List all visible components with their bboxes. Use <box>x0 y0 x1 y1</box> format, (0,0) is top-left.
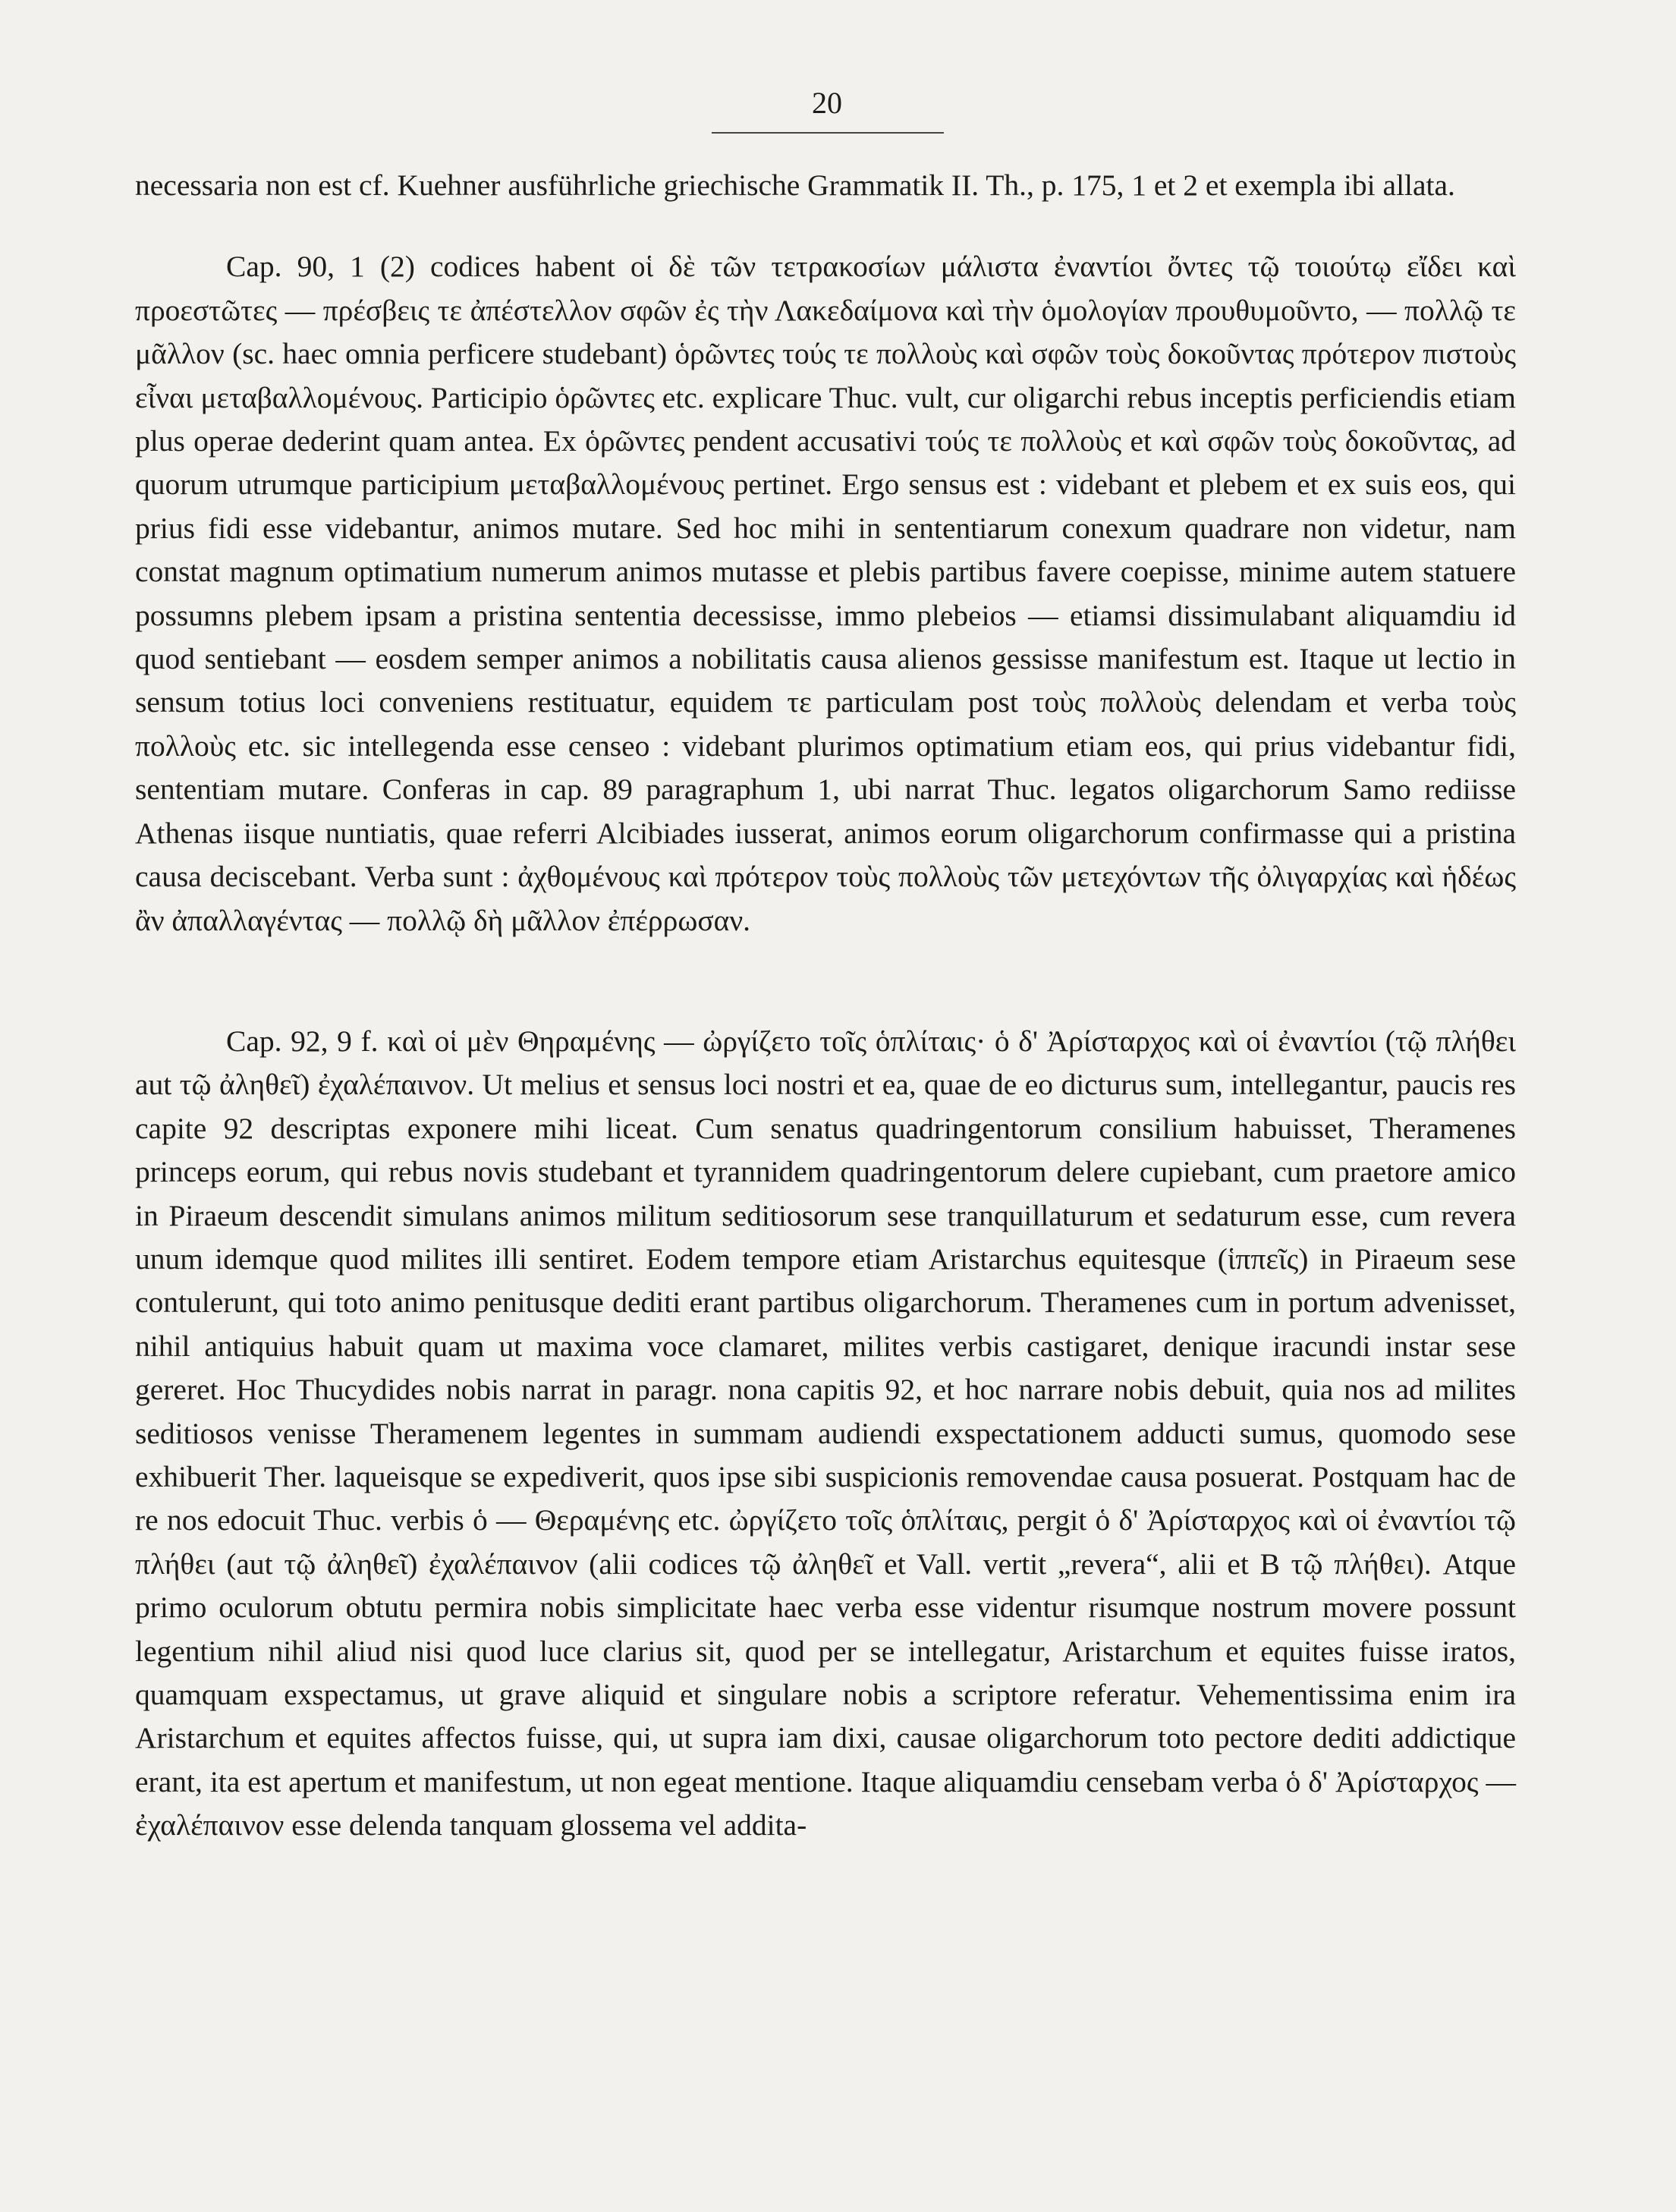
paragraph-continuation: necessaria non est cf. Kuehner ausführliche griechische Grammatik II. Th., p. 175, 1 et 2 et exempla ibi allata. <box>135 168 1455 202</box>
page-number: 20 <box>812 86 842 120</box>
paragraph-cap-90: Cap. 90, 1 (2) codices habent οἱ δὲ τῶν τετρακοσίων μάλιστα ἐναντίοι ὄντες τῷ τοιούτῳ εἴδει καὶ προεστῶτες — πρέσβεις τε ἀπέστελλον σφῶν ἐς τὴν Λακεδαίμονα καὶ τὴν ὁμολογίαν προυθυμοῦντο, — πολλῷ τε μᾶλλον (sc. haec omnia perficere studebant) ὁρῶντες τούς τε πολλοὺς καὶ σφῶν τοὺς δοκοῦντας πρότερον πιστοὺς εἶναι μεταβαλλομένους. Participio ὁρῶντες etc. explicare Thuc. vult, cur oligarchi rebus inceptis perficiendis etiam plus operae dederint quam antea. Ex ὁρῶντες pendent accusativi τούς τε πολλοὺς et καὶ σφῶν τοὺς δοκοῦντας, ad quorum utrumque participium μεταβαλλομένους pertinet. Ergo sensus est : videbant et plebem et ex suis eos, qui prius fidi esse videbantur, animos mutare. Sed hoc mihi in sententiarum conexum quadrare non videtur, nam constat magnum optimatium numerum animos mutasse et plebis partibus favere coepisse, minime autem statuere possumns plebem ipsam a pristina sententia decessisse, immo plebeios — etiamsi dissimulabant aliquamdiu id quod sentiebant — eosdem semper animos a nobilitatis causa alienos gessisse manifestum est. Itaque ut lectio in sensum totius loci conveniens restituatur, equidem τε particulam post τοὺς πολλοὺς delendam et verba τοὺς πολλοὺς etc. sic intellegenda esse censeo : videbant plurimos optimatium etiam eos, qui prius videbantur fidi, sententiam mutare. Conferas in cap. 89 paragraphum 1, ubi narrat Thuc. legatos oligarchorum Samo rediisse Athenas iisque nuntiatis, quae referri Alcibiades iusserat, animos eorum oligarchorum confirmasse qui a pristina causa deciscebant. Verba sunt : ἀχθομένους καὶ πρότερον τοὺς πολλοὺς τῶν μετεχόντων τῆς ὀλιγαρχίας καὶ ἡδέως ἂν ἀπαλλαγέντας — πολλῷ δὴ μᾶλλον ἐπέρρωσαν. <box>135 250 1516 937</box>
body-text <box>135 164 1516 1848</box>
header-rule <box>712 132 944 134</box>
paragraph-cap-92: Cap. 92, 9 f. καὶ οἱ μὲν Θηραμένης — ὠργίζετο τοῖς ὁπλίταις· ὁ δ' Ἀρίσταρχος καὶ οἱ ἐναντίοι (τῷ πλήθει aut τῷ ἀληθεῖ) ἐχαλέπαινον. Ut melius et sensus loci nostri et ea, quae de eo dicturus sum, intellegantur, paucis res capite 92 descriptas exponere mihi liceat. Cum senatus quadringentorum consilium habuisset, Theramenes princeps eorum, qui rebus novis studebant et tyrannidem quadringentorum delere cupiebant, cum praetore amico in Piraeum descendit simulans animos militum seditiosorum sese tranquillaturum et sedaturum esse, cum revera unum idemque quod milites illi sentiret. Eodem tempore etiam Aristarchus equitesque (ἱππεῖς) in Piraeum sese contulerunt, qui toto animo penitusque dediti erant partibus oligarchorum. Theramenes cum in portum advenisset, nihil antiquius habuit quam ut maxima voce clamaret, milites verbis castigaret, denique iracundi instar sese gereret. Hoc Thucydides nobis narrat in paragr. nona capitis 92, et hoc narrare nobis debuit, quia nos ad milites seditiosos venisse Theramenem legentes in summam audiendi exspectationem adducti sumus, quomodo sese exhibuerit Ther. laqueisque se expediverit, quos ipse sibi suspicionis removendae causa posuerat. Postquam hac de re nos edocuit Thuc. verbis ὁ — Θεραμένης etc. ὠργίζετο τοῖς ὁπλίταις, pergit ὁ δ' Ἀρίσταρχος καὶ οἱ ἐναντίοι τῷ πλήθει (aut τῷ ἀληθεῖ) ἐχαλέπαινον (alii codices τῷ ἀληθεῖ et Vall. vertit „revera“, alii et B τῷ πλήθει). Atque primo oculorum obtutu permira nobis simplicitate haec verba esse videntur risumque nostrum movere possunt legentium nihil aliud nisi quod luce clarius sit, quod per se intellegatur, Aristarchum et equites fuisse iratos, quamquam exspectamus, ut grave aliquid et singulare nobis a scriptore referatur. Vehementissima enim ira Aristarchum et equites affectos fuisse, qui, ut supra iam dixi, causae oligarchorum toto pectore dediti addictique erant, ita est apertum et manifestum, ut non egeat mentione. Itaque aliquamdiu censebam verba ὁ δ' Ἀρίσταρχος — ἐχαλέπαινον esse delenda tanquam glossema vel addita- <box>135 1024 1516 1842</box>
